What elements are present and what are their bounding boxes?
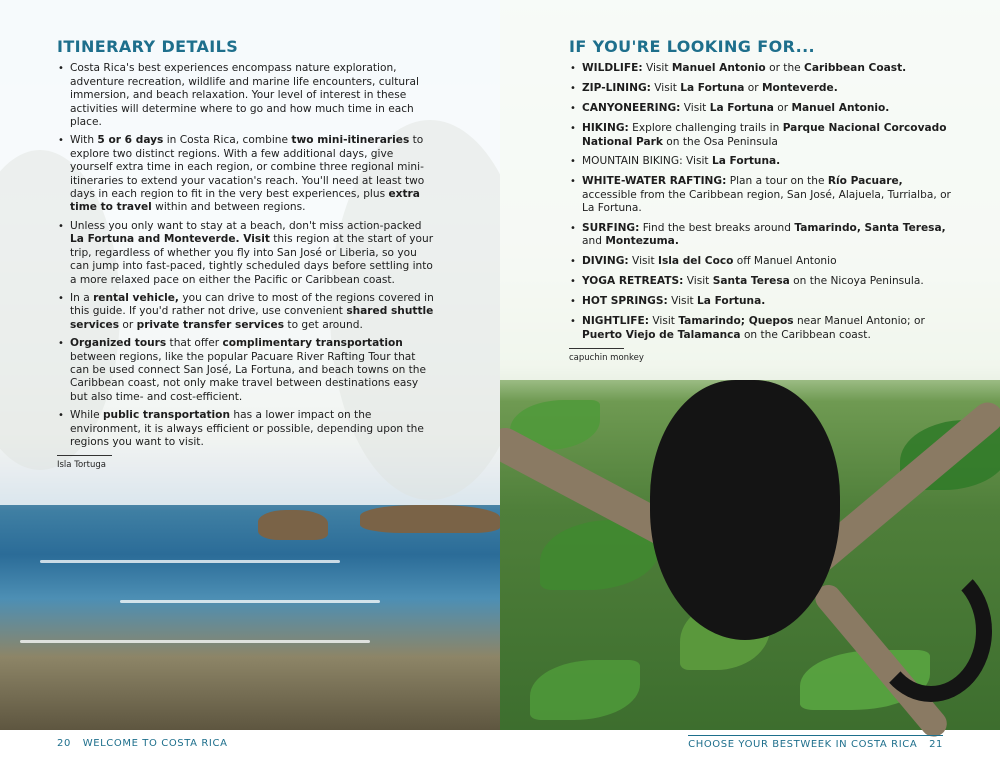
body-text: or the xyxy=(765,62,805,75)
body-text: MOUNTAIN BIKING: Visit xyxy=(582,155,712,168)
body-text: Unless you only want to stay at a beach, don't miss action-packed xyxy=(70,219,422,232)
bullet-item xyxy=(57,62,437,129)
itinerary-bullet-list xyxy=(57,62,437,449)
bullet-item xyxy=(569,122,951,149)
right-page xyxy=(500,0,1000,780)
body-text: you can drive to most of the regions covered in this guide. If you'd rather not drive, use convenient xyxy=(70,291,434,318)
body-text: in Costa Rica, combine xyxy=(163,134,292,147)
bold-text: La Fortuna and Monteverde. Visit xyxy=(70,233,270,246)
body-text: within and between regions. xyxy=(151,201,306,214)
bold-text: La Fortuna xyxy=(709,102,774,115)
body-text: Plan a tour on the xyxy=(726,175,828,188)
footer-left xyxy=(57,738,228,749)
bold-text: CANYONEERING: xyxy=(582,102,681,115)
body-text: Visit xyxy=(667,295,698,308)
body-text: to explore two distinct regions. With a few additional days, give yourself extra time in each region, or combine three regional mini-itineraries to extend your vacation's reach. You'll need at least two days in each region to fit in the very best experiences, plus xyxy=(70,134,425,201)
bold-text: Montezuma. xyxy=(605,235,679,248)
bold-text: Santa Teresa xyxy=(712,275,790,288)
bullet-item xyxy=(569,222,951,249)
bullet-item xyxy=(57,337,437,404)
bullet-item xyxy=(569,295,951,308)
bullet-item xyxy=(569,275,951,288)
activity-bullet-list xyxy=(569,62,951,342)
running-head: CHOOSE YOUR BESTWEEK IN COSTA RICA xyxy=(688,739,918,750)
photo-caption: capuchin monkey xyxy=(569,353,644,364)
bold-text: WILDLIFE: xyxy=(582,62,643,75)
bullet-item xyxy=(57,409,437,449)
section-heading: ITINERARY DETAILS xyxy=(57,37,239,56)
monkey-tail xyxy=(870,560,992,702)
bold-text: DIVING: xyxy=(582,255,629,268)
bold-text: shared shuttle services xyxy=(70,305,434,331)
bullet-item xyxy=(569,155,951,168)
monkey xyxy=(650,380,840,640)
bold-text: NIGHTLIFE: xyxy=(582,315,649,328)
itinerary-details-section xyxy=(57,37,437,473)
body-text: or xyxy=(773,102,792,115)
page-number: 20 xyxy=(57,738,71,749)
body-text: Visit xyxy=(649,315,679,328)
body-text: to get around. xyxy=(284,318,363,331)
bullet-item xyxy=(569,255,951,268)
bullet-item xyxy=(569,175,951,215)
body-text: Find the best breaks around xyxy=(639,222,795,235)
bold-text: Tamarindo; Quepos xyxy=(678,315,794,328)
bold-text: Manuel Antonio. xyxy=(791,102,890,115)
body-text: In a xyxy=(70,291,94,304)
body-text: Visit xyxy=(683,275,713,288)
bullet-item xyxy=(569,82,951,95)
bold-text: HOT SPRINGS: xyxy=(582,295,668,308)
body-text: or xyxy=(119,318,137,331)
bold-text: YOGA RETREATS: xyxy=(582,275,684,288)
body-text: While xyxy=(70,409,103,422)
body-text: on the Nicoya Peninsula. xyxy=(789,275,924,288)
bold-text: La Fortuna. xyxy=(697,295,766,308)
body-text: Visit xyxy=(642,62,672,75)
bullet-item xyxy=(569,315,951,342)
bullet-item xyxy=(57,292,437,332)
body-text: has a lower impact on the environment, it is always efficient or possible, depending upon the regions you want to visit. xyxy=(70,409,424,448)
bold-text: private transfer services xyxy=(136,318,285,331)
body-text: this region at the start of your trip, regardless of whether you fly into San José or Liberia, so you can jump into fast-paced, tightly scheduled days before settling into a more relaxed pace on either the Pacific or Caribbean coast. xyxy=(70,233,434,286)
body-text: Explore challenging trails in xyxy=(628,122,783,135)
bold-text: two mini-itineraries xyxy=(291,134,410,147)
body-text: Visit xyxy=(650,82,681,95)
page-number: 21 xyxy=(929,739,943,750)
bold-text: HIKING: xyxy=(582,122,629,135)
bold-text: Manuel Antonio xyxy=(671,62,766,75)
bullet-item xyxy=(57,220,437,287)
bold-text: WHITE-WATER RAFTING: xyxy=(582,175,727,188)
caption-rule xyxy=(569,348,624,349)
bold-text: complimentary transportation xyxy=(222,337,403,350)
body-text: With xyxy=(70,134,98,147)
body-text: and xyxy=(582,235,606,248)
looking-for-section xyxy=(569,37,951,366)
bold-text: Tamarindo, Santa Teresa, xyxy=(794,222,946,235)
bullet-item xyxy=(569,102,951,115)
bold-text: Caribbean Coast. xyxy=(804,62,907,75)
body-text: Visit xyxy=(628,255,658,268)
bold-text: Río Pacuare, xyxy=(827,175,903,188)
bold-text: ZIP-LINING: xyxy=(582,82,651,95)
bullet-item xyxy=(569,62,951,75)
bold-text: La Fortuna xyxy=(680,82,745,95)
bold-text: SURFING: xyxy=(582,222,640,235)
bold-text: Organized tours xyxy=(70,337,167,350)
bullet-item xyxy=(57,134,437,214)
bold-text: Parque Nacional Corcovado National Park xyxy=(582,122,947,148)
bold-text: rental vehicle, xyxy=(93,291,179,304)
bold-text: Puerto Viejo de Talamanca xyxy=(582,328,741,341)
bold-text: extra time to travel xyxy=(70,188,420,214)
bold-text: Monteverde. xyxy=(762,82,838,95)
body-text: accessible from the Caribbean region, San José, Alajuela, Turrialba, or La Fortuna. xyxy=(582,188,951,215)
body-text: on the Caribbean coast. xyxy=(740,328,871,341)
body-text: off Manuel Antonio xyxy=(733,255,837,268)
caption-rule xyxy=(57,455,112,456)
bold-text: 5 or 6 days xyxy=(97,134,164,147)
section-heading: IF YOU'RE LOOKING FOR... xyxy=(569,37,816,56)
body-text: Costa Rica's best experiences encompass nature exploration, adventure recreation, wildlife and marine life encounters, cultural immersion, and beach relaxation. Your level of interest in these activities will determine where to go and how much time in each place. xyxy=(70,62,419,129)
footer-right xyxy=(688,735,943,750)
body-text: or xyxy=(744,82,762,95)
bold-text: Isla del Coco xyxy=(658,255,734,268)
photo-caption: Isla Tortuga xyxy=(57,460,106,471)
bold-text: public transportation xyxy=(102,409,231,422)
body-text: Visit xyxy=(680,102,710,115)
body-text: near Manuel Antonio; or xyxy=(793,315,925,328)
body-text: that offer xyxy=(166,337,223,350)
body-text: between regions, like the popular Pacuare River Rafting Tour that can be used connect San José, La Fortuna, and beach towns on the Caribbean coast, not only make travel between destinations easy but also time- and cost-efficient. xyxy=(70,350,427,403)
bold-text: La Fortuna. xyxy=(711,155,781,168)
body-text: on the Osa Peninsula xyxy=(662,135,778,148)
running-head: WELCOME TO COSTA RICA xyxy=(82,738,228,749)
